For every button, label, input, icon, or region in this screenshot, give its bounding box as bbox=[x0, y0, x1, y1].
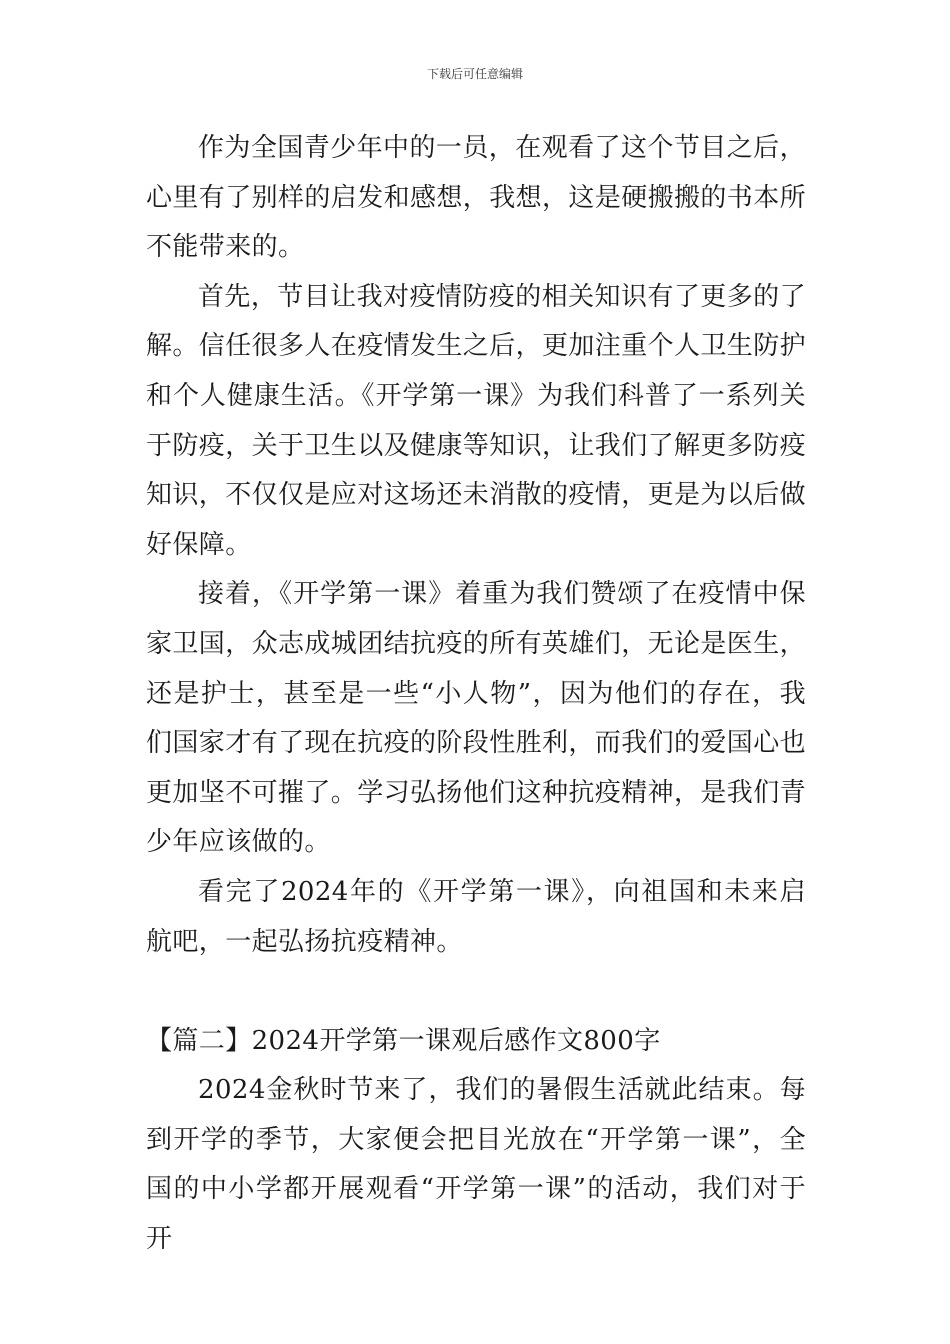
paragraph: 接着，《开学第一课》着重为我们赞颂了在疫情中保家卫国，众志成城团结抗疫的所有英雄们，无论是医生，还是护士，甚至是一些“小人物”，因为他们的存在，我们国家才有了现在抗疫的阶段性胜利，而我们的爱国心也更加坚不可摧了。学习弘扬他们这种抗疫精神，是我们青少年应该做的。 bbox=[146, 579, 807, 858]
section-heading: 【篇二】2024开学第一课观后感作文800字 bbox=[146, 1025, 661, 1056]
document-body bbox=[146, 124, 806, 1265]
paragraph: 作为全国青少年中的一员，在观看了这个节目之后，心里有了别样的启发和感想，我想，这是硬搬搬的书本所不能带来的。 bbox=[146, 133, 807, 263]
page-header-note: 下载后可任意编辑 bbox=[426, 67, 523, 81]
paragraph: 看完了2024年的《开学第一课》，向祖国和未来启航吧，一起弘扬抗疫精神。 bbox=[146, 876, 806, 957]
paragraph: 首先，节目让我对疫情防疫的相关知识有了更多的了解。信任很多人在疫情发生之后，更加注重个人卫生防护和个人健康生活。《开学第一课》为我们科普了一系列关于防疫，关于卫生以及健康等知识，让我们了解更多防疫知识，不仅仅是应对这场还未消散的疫情，更是为以后做好保障。 bbox=[146, 281, 807, 560]
section-spacer bbox=[146, 967, 806, 1017]
paragraph: 2024金秋时节来了，我们的暑假生活就此结束。每到开学的季节，大家便会把目光放在“开学第一课”，全国的中小学都开展观看“开学第一课”的活动，我们对于开 bbox=[146, 1075, 806, 1255]
